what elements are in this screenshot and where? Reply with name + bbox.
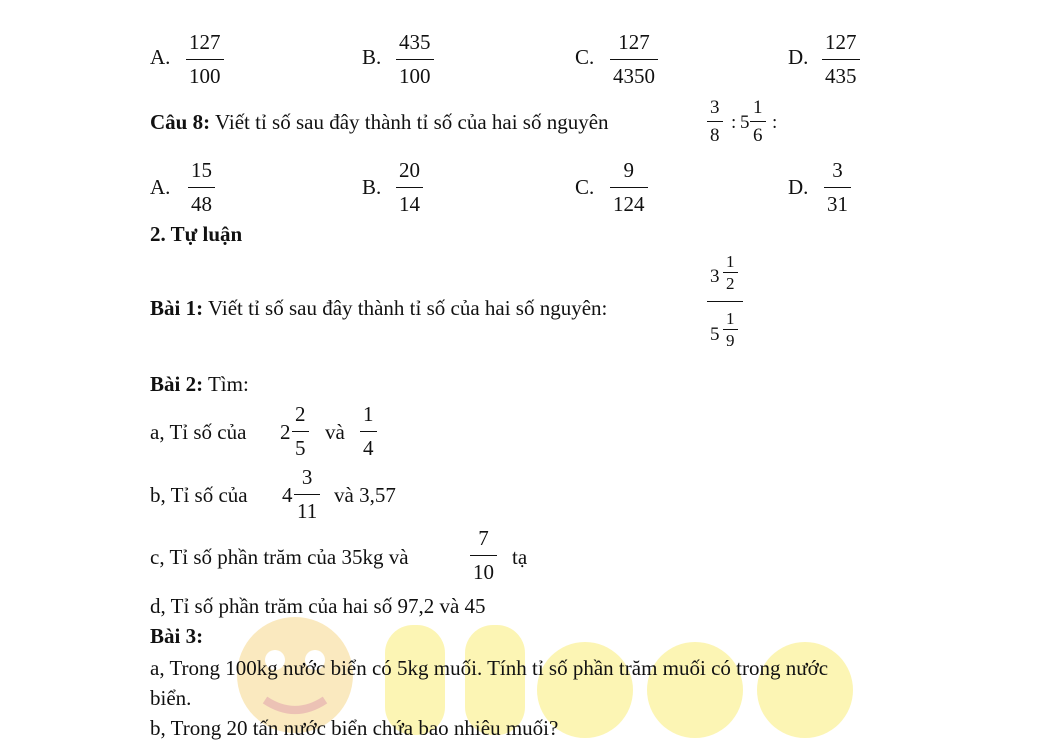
bai1-text: Viết tỉ số sau đây thành tỉ số của hai số nguyên:: [207, 296, 608, 320]
bai1-bottom-whole: 5: [710, 324, 720, 345]
q8-option-d-letter: D.: [788, 175, 809, 199]
q8-option-d-fraction: 3 31: [824, 160, 851, 215]
q7-option-c-letter: C.: [575, 45, 595, 69]
bai2-b-fraction: 3 11: [294, 467, 320, 522]
bai3-label: Bài 3:: [150, 624, 204, 648]
q8-option-b-letter: B.: [362, 175, 382, 199]
bai2-a-prefix: a, Tỉ số của: [150, 420, 247, 444]
q8-prompt: [150, 110, 609, 135]
q7-option-d-letter: D.: [788, 45, 809, 69]
bai1-top-whole: 3: [710, 266, 720, 287]
bai1-main-fraction-bar: [707, 301, 743, 302]
q8-expr-whole: 5: [740, 112, 750, 133]
bai1-top-fraction: 1 2: [723, 253, 738, 292]
q8-label: Câu 8:: [150, 110, 211, 134]
bai2-c-fraction: 7 10: [470, 528, 497, 583]
section-title-tu-luan: 2. Tự luận: [150, 222, 243, 246]
q7-option-a-letter: A.: [150, 45, 171, 69]
bai3-b: b, Trong 20 tấn nước biển chứa bao nhiêu muối?: [150, 716, 559, 740]
q8-option-c-fraction: 9 124: [610, 160, 648, 215]
bai3-a-line1: a, Trong 100kg nước biển có 5kg muối. Tính tỉ số phần trăm muối có trong nước: [150, 656, 829, 680]
q7-option-d-fraction: 127 435: [822, 32, 860, 87]
bai2-a-and: và: [325, 420, 345, 444]
bai2-a-second-fraction: 1 4: [360, 404, 377, 459]
bai2-c-prefix: c, Tỉ số phần trăm của 35kg và: [150, 545, 409, 569]
bai2-d: d, Tỉ số phần trăm của hai số 97,2 và 45: [150, 594, 486, 618]
bai2-prompt: [150, 372, 249, 397]
q8-option-b-fraction: 20 14: [396, 160, 423, 215]
q7-option-c-fraction: 127 4350: [610, 32, 658, 87]
q8-expr-first-fraction: 3 8: [707, 98, 723, 145]
q7-option-b-fraction: 435 100: [396, 32, 434, 87]
bai2-b-prefix: b, Tỉ số của: [150, 483, 248, 507]
q8-expr-operator: :: [731, 112, 737, 133]
q8-expr-second-fraction: 1 6: [750, 98, 766, 145]
bai1-prompt: [150, 296, 607, 321]
q8-text: Viết tỉ số sau đây thành tỉ số của hai số nguyên: [214, 110, 609, 134]
q7-option-b-letter: B.: [362, 45, 382, 69]
q8-expr-end: :: [772, 112, 778, 133]
q8-option-c-letter: C.: [575, 175, 595, 199]
bai1-label: Bài 1:: [150, 296, 204, 320]
bai2-c-suffix: tạ: [512, 545, 528, 569]
bai3-a-line2: biển.: [150, 686, 192, 710]
q7-option-a-fraction: 127 100: [186, 32, 224, 87]
bai2-label: Bài 2:: [150, 372, 204, 396]
q8-option-a-fraction: 15 48: [188, 160, 215, 215]
bai2-a-whole: 2: [280, 420, 291, 444]
bai2-b-whole: 4: [282, 483, 293, 507]
bai2-a-fraction: 2 5: [292, 404, 309, 459]
bai2-b-suffix: và 3,57: [334, 483, 396, 507]
q8-option-a-letter: A.: [150, 175, 171, 199]
bai1-bottom-fraction: 1 9: [723, 310, 738, 349]
bai2-text: Tìm:: [207, 372, 249, 396]
